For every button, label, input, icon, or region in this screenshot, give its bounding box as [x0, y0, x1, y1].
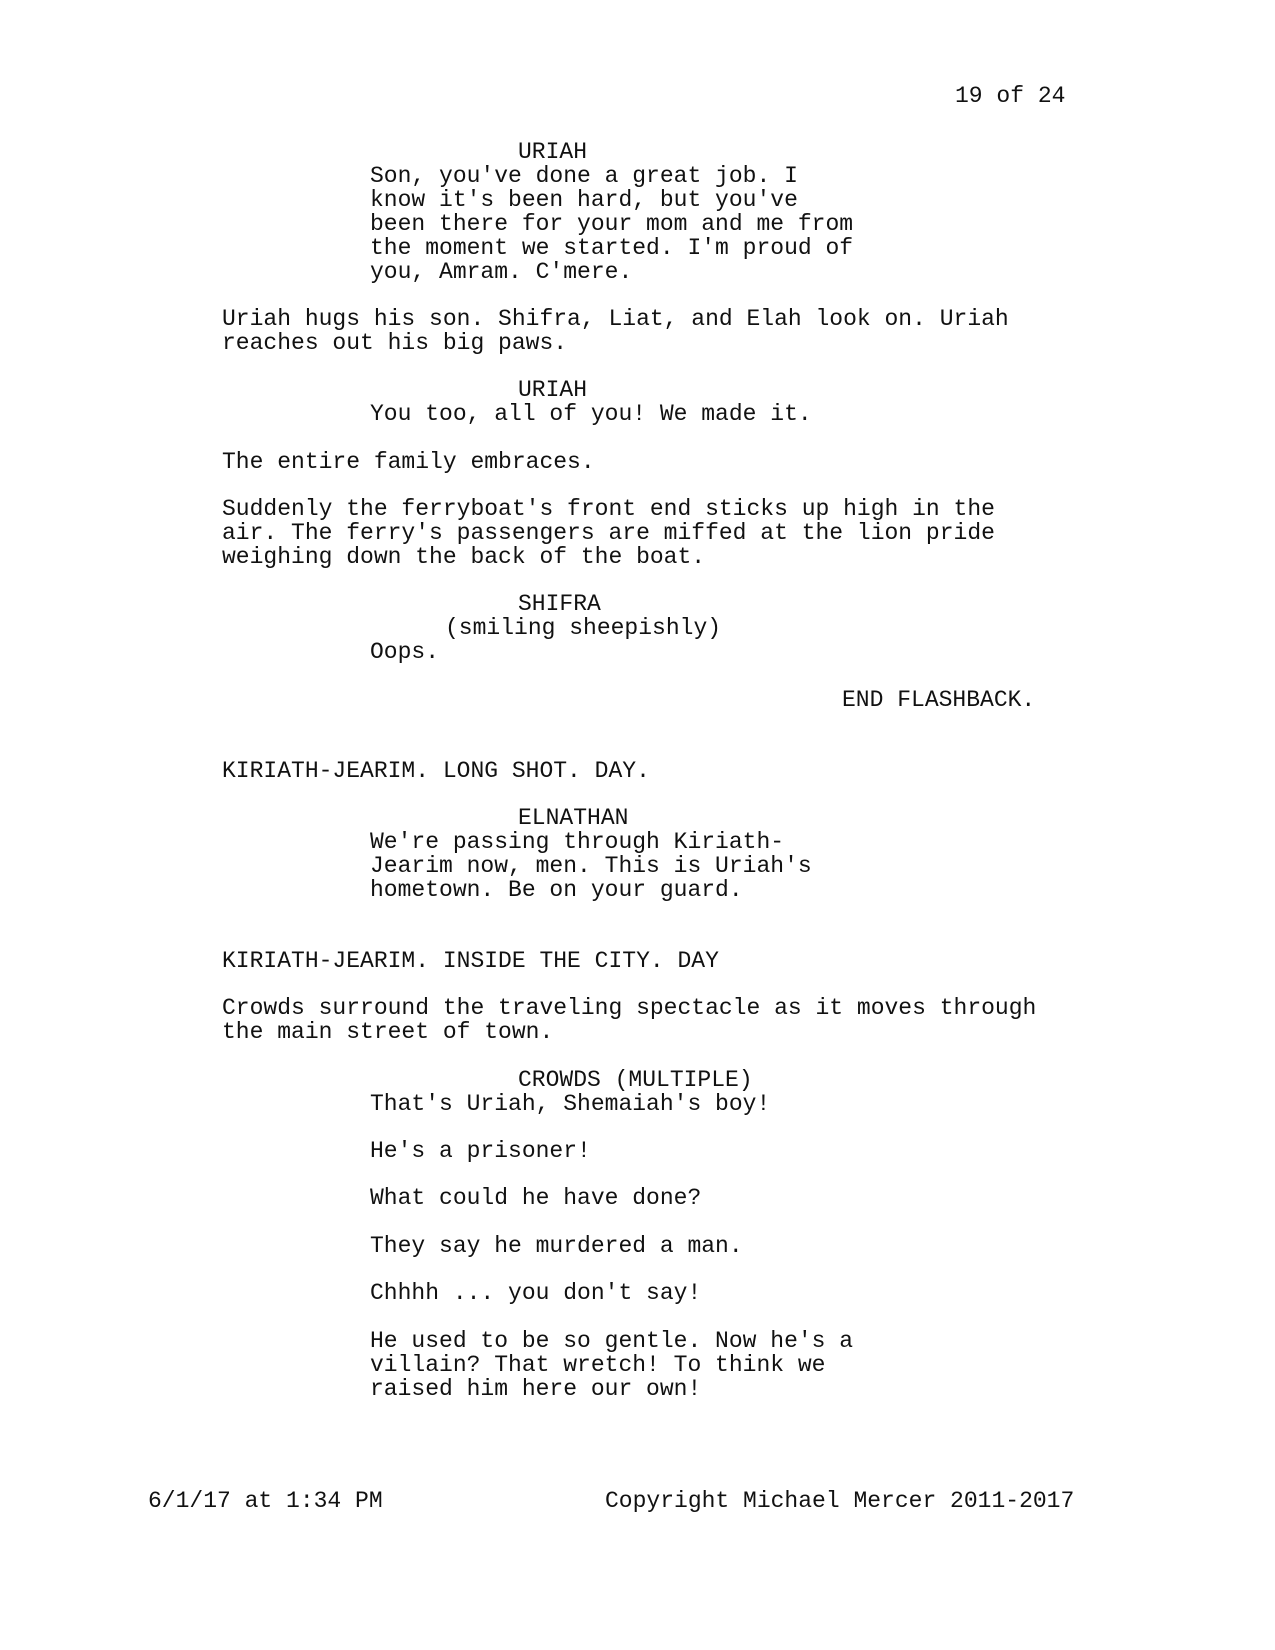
character-name: URIAH: [518, 377, 588, 403]
action-line: Crowds surround the traveling spectacle as it moves through: [222, 995, 1037, 1021]
dialogue-line: been there for your mom and me from: [370, 211, 854, 237]
action-line: reaches out his big paws.: [222, 330, 568, 356]
scene-heading: KIRIATH-JEARIM. INSIDE THE CITY. DAY: [222, 948, 719, 974]
character-name: SHIFRA: [518, 591, 601, 617]
action-line: weighing down the back of the boat.: [222, 544, 706, 570]
dialogue-line: What could he have done?: [370, 1185, 702, 1211]
action-line: Uriah hugs his son. Shifra, Liat, and Elah look on. Uriah: [222, 306, 1009, 332]
transition: END FLASHBACK.: [842, 687, 1036, 713]
character-name: ELNATHAN: [518, 805, 629, 831]
action-line: Suddenly the ferryboat's front end sticks up high in the: [222, 496, 995, 522]
dialogue-line: villain? That wretch! To think we: [370, 1352, 826, 1378]
dialogue-line: you, Amram. C'mere.: [370, 259, 633, 285]
dialogue-line: He used to be so gentle. Now he's a: [370, 1328, 854, 1354]
footer-timestamp: 6/1/17 at 1:34 PM: [148, 1488, 383, 1514]
dialogue-line: He's a prisoner!: [370, 1138, 591, 1164]
dialogue-line: Jearim now, men. This is Uriah's: [370, 853, 812, 879]
dialogue-line: raised him here our own!: [370, 1376, 702, 1402]
dialogue-line: hometown. Be on your guard.: [370, 877, 743, 903]
dialogue-line: They say he murdered a man.: [370, 1233, 743, 1259]
dialogue-line: know it's been hard, but you've: [370, 187, 798, 213]
footer-copyright: Copyright Michael Mercer 2011-2017: [605, 1488, 1075, 1514]
dialogue-line: We're passing through Kiriath-: [370, 829, 785, 855]
action-line: air. The ferry's passengers are miffed at the lion pride: [222, 520, 995, 546]
action-line: The entire family embraces.: [222, 449, 595, 475]
dialogue-line: Oops.: [370, 639, 440, 665]
dialogue-line: That's Uriah, Shemaiah's boy!: [370, 1091, 771, 1117]
parenthetical: (smiling sheepishly): [445, 615, 722, 641]
dialogue-line: Chhhh ... you don't say!: [370, 1280, 702, 1306]
action-line: the main street of town.: [222, 1019, 554, 1045]
dialogue-line: Son, you've done a great job. I: [370, 163, 798, 189]
character-name: CROWDS (MULTIPLE): [518, 1067, 753, 1093]
dialogue-line: the moment we started. I'm proud of: [370, 235, 854, 261]
page-number: 19 of 24: [955, 83, 1066, 109]
dialogue-line: You too, all of you! We made it.: [370, 401, 812, 427]
character-name: URIAH: [518, 139, 588, 165]
scene-heading: KIRIATH-JEARIM. LONG SHOT. DAY.: [222, 758, 650, 784]
